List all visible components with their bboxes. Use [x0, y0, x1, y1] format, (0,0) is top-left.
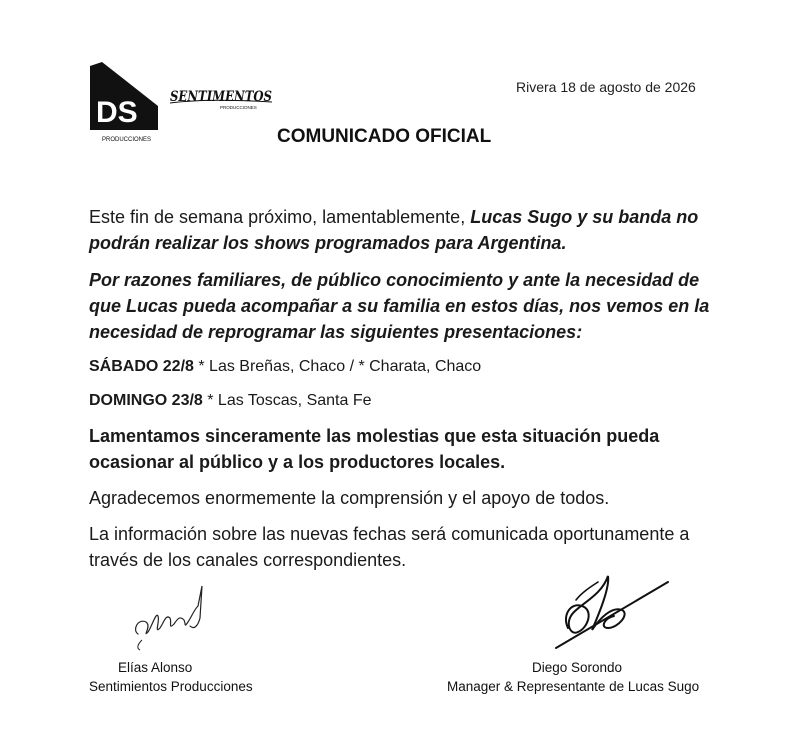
svg-text:SENTIMENTOS: SENTIMENTOS [170, 89, 272, 105]
signatory-name: Elías Alonso [118, 660, 193, 675]
document-title: COMUNICADO OFICIAL [277, 126, 492, 147]
show-day: DOMINGO 23/8 [89, 392, 203, 409]
show-places: * Las Toscas, Santa Fe [202, 392, 372, 409]
paragraph-apology: Lamentamos sinceramente las molestias que esta situación pueda ocasionar al público y a los productores locales. [89, 426, 660, 472]
svg-text:PRODUCCIONES: PRODUCCIONES [102, 137, 152, 143]
signatory-organization: Sentimientos Producciones [89, 679, 253, 694]
svg-text:DS: DS [96, 96, 138, 129]
paragraph-reason: Por razones familiares, de público conocimiento y ante la necesidad de que Lucas pueda acompañar a su familia en estos días, nos vemos en la necesidad de reprogramar las siguientes presentaciones: [89, 270, 710, 342]
paragraph-new-dates: La información sobre las nuevas fechas será comunicada oportunamente a través de los canales correspondientes. [89, 524, 690, 570]
announcement-intro: Este fin de semana próximo, lamentablemente, [89, 207, 471, 227]
sentimientos-producciones-logo [168, 84, 276, 114]
signature-diego-sorondo [548, 572, 670, 652]
announcement-emphasis: Lucas Sugo y su banda no podrán realizar los shows programados para Argentina. [89, 207, 699, 253]
signature-elias-alonso [128, 582, 214, 652]
svg-text:PRODUCCIONES: PRODUCCIONES [220, 105, 257, 110]
paragraph-announcement [89, 204, 729, 256]
document-date: Rivera 18 de agosto de 2026 [516, 79, 696, 95]
signatory-name: Diego Sorondo [532, 660, 623, 675]
show-sunday [89, 388, 729, 414]
ds-producciones-logo [88, 62, 160, 144]
show-places: * Las Breñas, Chaco / * Charata, Chaco [193, 358, 482, 375]
show-day: SÁBADO 22/8 [89, 358, 194, 375]
paragraph-thanks: Agradecemos enormemente la comprensión y el apoyo de todos. [89, 488, 610, 508]
show-saturday [89, 354, 729, 380]
signatory-role: Manager & Representante de Lucas Sugo [447, 679, 700, 694]
